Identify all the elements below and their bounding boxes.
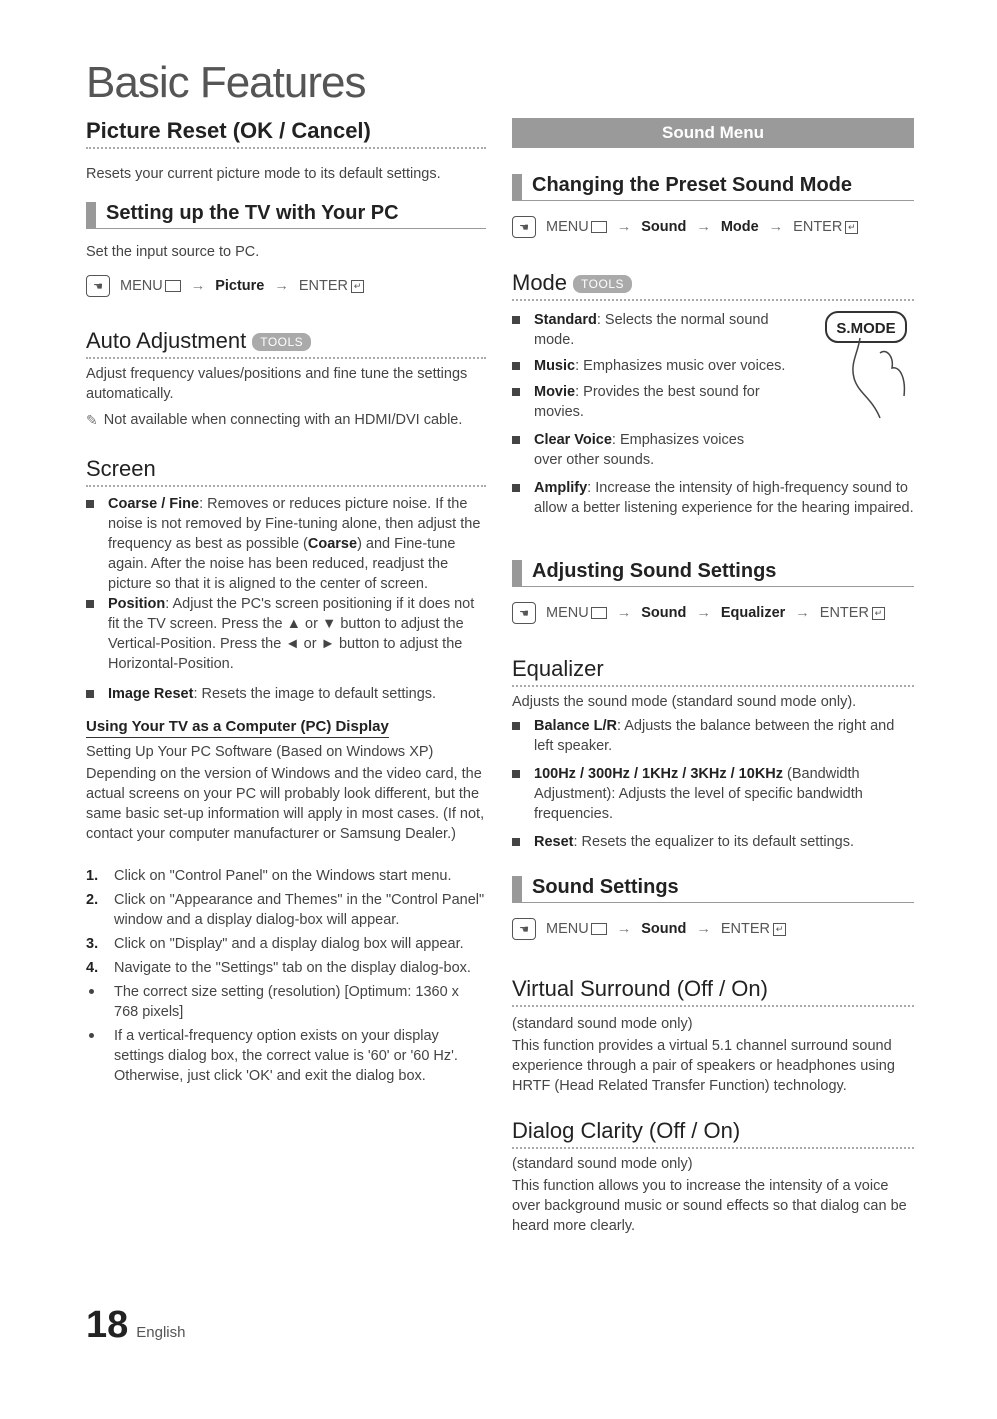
arrow-icon: → xyxy=(274,278,289,294)
bullet-icon xyxy=(86,600,94,608)
menu-label: MENU xyxy=(546,605,607,621)
hand-outline-icon xyxy=(853,338,880,418)
smode-label: S.MODE xyxy=(836,320,896,337)
bullet-icon xyxy=(512,388,520,396)
menu-icon xyxy=(591,607,607,619)
adjusting-menu-path: ☚ MENU → Sound → Equalizer → ENTER ↵ xyxy=(512,602,885,624)
bullet-icon xyxy=(512,436,520,444)
list-item: Clear Voice: Emphasizes voices over other sounds. xyxy=(512,430,772,470)
list-item: 4. Navigate to the "Settings" tab on the display dialog-box. xyxy=(86,960,471,976)
auto-adjustment-note: ✎ Not available when connecting with an HDMI/DVI cable. xyxy=(86,412,463,428)
virtual-surround-p1: (standard sound mode only) xyxy=(512,1016,693,1032)
virtual-surround-p2: This function provides a virtual 5.1 channel surround sound experience through a pair of speakers or headphones using HRTF (Head Related Transfer Function) technology. xyxy=(512,1038,895,1094)
list-item: Reset: Resets the equalizer to its default settings. xyxy=(512,832,914,852)
sound-settings-menu-path: ☚ MENU → Sound → ENTER ↵ xyxy=(512,918,786,940)
bullet-icon xyxy=(512,770,520,778)
menu-icon xyxy=(165,280,181,292)
list-item: Music: Emphasizes music over voices. xyxy=(512,356,802,376)
tools-badge: TOOLS xyxy=(573,275,632,293)
bullet-icon xyxy=(512,362,520,370)
path-item: Picture xyxy=(215,278,265,294)
menu-icon xyxy=(591,221,607,233)
list-item: Image Reset: Resets the image to default settings. xyxy=(86,684,486,704)
arrow-icon: → xyxy=(616,219,632,235)
arrow-icon: → xyxy=(616,605,632,621)
arrow-icon: → xyxy=(696,219,711,235)
sound-settings-heading: Sound Settings xyxy=(512,876,914,903)
note-icon: ✎ xyxy=(86,412,98,428)
hand-icon: ☚ xyxy=(512,216,536,238)
enter-label: ENTER ↵ xyxy=(299,278,364,294)
picture-reset-heading: Picture Reset (OK / Cancel) xyxy=(86,118,486,149)
screen-heading: Screen xyxy=(86,456,486,487)
setting-up-pc-heading: Setting up the TV with Your PC xyxy=(86,202,486,229)
list-item: Amplify: Increase the intensity of high-frequency sound to allow a better listening experience for the hearing impaired. xyxy=(512,478,914,518)
list-item: If a vertical-frequency option exists on your display settings dialog box, the correct value is '60' or '60 Hz'. Otherwise, just click 'OK' and exit the dialog box. xyxy=(86,1026,466,1086)
page-number: 18 xyxy=(86,1304,129,1346)
bullet-icon xyxy=(512,722,520,730)
list-item: Balance L/R: Adjusts the balance between the right and left speaker. xyxy=(512,716,914,756)
enter-label: ENTER ↵ xyxy=(721,921,786,937)
hand-icon: ☚ xyxy=(86,275,110,297)
enter-label: ENTER ↵ xyxy=(793,219,858,235)
bullet-icon xyxy=(89,989,94,994)
computer-display-title: Using Your TV as a Computer (PC) Display xyxy=(86,718,389,738)
bullet-icon xyxy=(86,500,94,508)
setting-up-pc-menu-path xyxy=(86,275,364,297)
virtual-surround-heading: Virtual Surround (Off / On) xyxy=(512,976,914,1007)
menu-label: MENU xyxy=(546,219,607,235)
hand-icon: ☚ xyxy=(512,602,536,624)
arrow-icon: → xyxy=(190,278,206,294)
page-language: English xyxy=(136,1324,186,1341)
equalizer-text: Adjusts the sound mode (standard sound mode only). xyxy=(512,694,857,710)
list-item: 2. Click on "Appearance and Themes" in the "Control Panel" window and a display dialog-box will appear. xyxy=(86,892,485,928)
auto-adjustment-text: Adjust frequency values/positions and fine tune the settings automatically. xyxy=(86,366,468,402)
menu-label: MENU xyxy=(120,278,181,294)
list-item: 1. Click on "Control Panel" on the Windows start menu. xyxy=(86,868,452,884)
list-item: The correct size setting (resolution) [Optimum: 1360 x 768 pixels] xyxy=(86,982,466,1022)
finger-outline-icon xyxy=(880,351,904,396)
bullet-icon xyxy=(512,484,520,492)
enter-icon: ↵ xyxy=(845,221,858,234)
arrow-icon: → xyxy=(795,605,810,621)
arrow-icon: → xyxy=(768,219,784,235)
auto-adjustment-heading: Auto Adjustment TOOLS xyxy=(86,328,486,359)
hand-icon: ☚ xyxy=(512,918,536,940)
dialog-clarity-p2: This function allows you to increase the intensity of a voice over background music or sound effects so that dialog can be heard more clearly. xyxy=(512,1178,907,1234)
menu-icon xyxy=(591,923,607,935)
sound-menu-banner: Sound Menu xyxy=(512,118,914,148)
list-item: Movie: Provides the best sound for movies. xyxy=(512,382,772,422)
dialog-clarity-p1: (standard sound mode only) xyxy=(512,1156,693,1172)
picture-reset-text: Resets your current picture mode to its default settings. xyxy=(86,166,441,182)
enter-icon: ↵ xyxy=(872,607,885,620)
tools-badge: TOOLS xyxy=(252,333,311,351)
bullet-icon xyxy=(512,838,520,846)
bullet-icon xyxy=(512,316,520,324)
list-item: Position: Adjust the PC's screen positioning if it does not fit the TV screen. Press the ▲ or ▼ button to adjust the Vertical-Position. Press the ◄ or ► button to adjust the Horizontal-Position. xyxy=(86,594,486,674)
computer-display-p1: Setting Up Your PC Software (Based on Windows XP) xyxy=(86,744,434,760)
bullet-icon xyxy=(86,690,94,698)
list-item: 3. Click on "Display" and a display dialog box will appear. xyxy=(86,936,464,952)
dialog-clarity-heading: Dialog Clarity (Off / On) xyxy=(512,1118,914,1149)
setting-up-pc-text: Set the input source to PC. xyxy=(86,244,260,260)
computer-display-p2: Depending on the version of Windows and the video card, the actual screens on your PC will probably look different, but the same basic set-up information will apply in most cases. (If not, contact your computer manufacturer or Samsung Dealer.) xyxy=(86,766,485,842)
enter-icon: ↵ xyxy=(773,923,786,936)
list-item: 100Hz / 300Hz / 1KHz / 3KHz / 10KHz (Bandwidth Adjustment): Adjusts the level of specific bandwidth frequencies. xyxy=(512,764,914,824)
page-footer xyxy=(86,1304,185,1347)
adjusting-heading: Adjusting Sound Settings xyxy=(512,560,914,587)
page-title: Basic Features xyxy=(86,58,366,107)
preset-heading: Changing the Preset Sound Mode xyxy=(512,174,914,201)
arrow-icon: → xyxy=(696,921,711,937)
bullet-icon xyxy=(89,1033,94,1038)
enter-icon: ↵ xyxy=(351,280,364,293)
menu-label: MENU xyxy=(546,921,607,937)
smode-remote-illustration xyxy=(820,308,914,438)
arrow-icon: → xyxy=(696,605,711,621)
list-item: Coarse / Fine: Removes or reduces picture noise. If the noise is not removed by Fine-tuning alone, then adjust the frequency as best as possible (Coarse) and Fine-tune again. After the noise has been reduced, readjust the picture so that it is aligned to the center of screen. xyxy=(86,494,486,594)
arrow-icon: → xyxy=(616,921,632,937)
enter-label: ENTER ↵ xyxy=(820,605,885,621)
list-item: Standard: Selects the normal sound mode. xyxy=(512,310,772,350)
equalizer-heading: Equalizer xyxy=(512,656,914,687)
preset-menu-path: ☚ MENU → Sound → Mode → ENTER ↵ xyxy=(512,216,858,238)
mode-heading: Mode TOOLS xyxy=(512,270,914,301)
